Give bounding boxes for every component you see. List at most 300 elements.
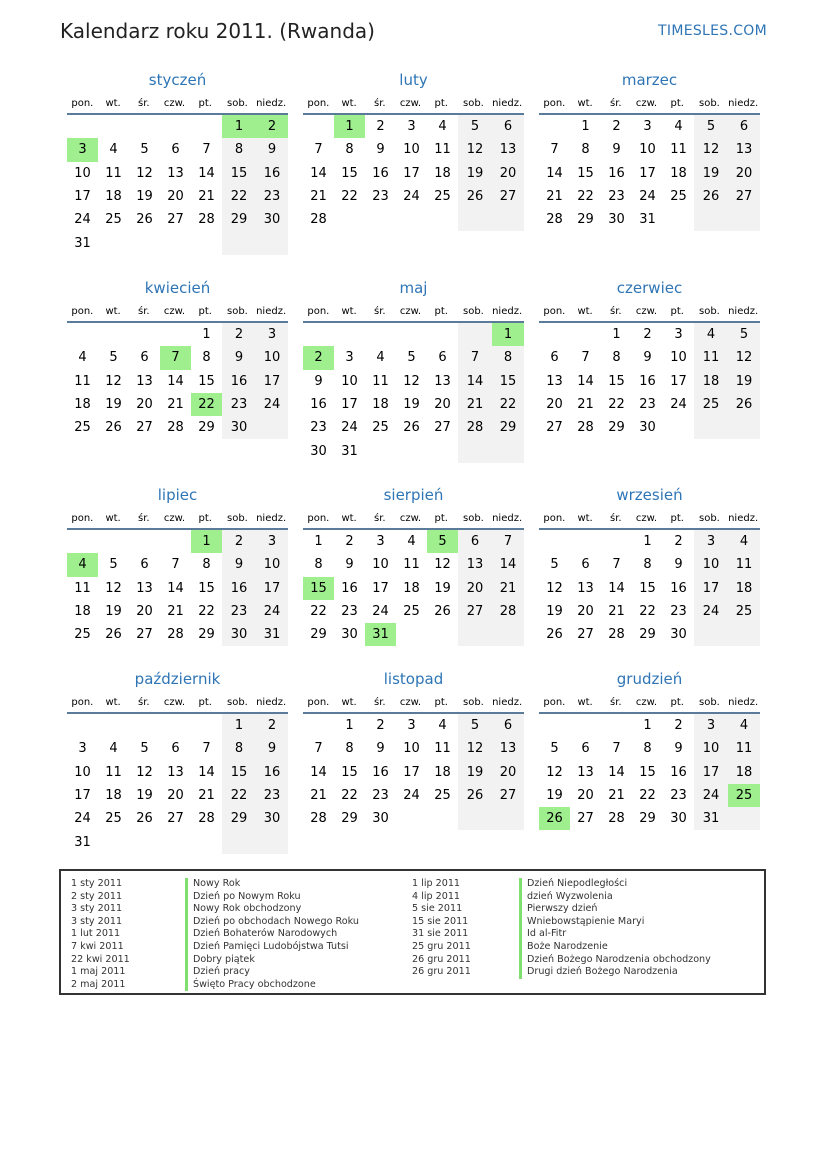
day-cell: 3 <box>407 718 416 734</box>
month-name: kwiecień <box>144 279 211 297</box>
day-cell: 6 <box>492 115 524 138</box>
day-cell: 6 <box>581 741 590 757</box>
weekday-label: sob. <box>227 696 248 708</box>
day-grid <box>67 115 288 255</box>
day-cell: 26 <box>434 604 451 620</box>
weekday-header <box>303 93 524 115</box>
day-cell: 14 <box>577 373 594 389</box>
day-cell: 4 <box>78 350 87 366</box>
month-grudzień <box>539 670 760 830</box>
day-cell: 30 <box>310 443 327 459</box>
weekday-label: pt. <box>434 696 448 708</box>
day-cell: 3 <box>78 741 87 757</box>
weekday-header <box>303 508 524 530</box>
day-cell: 17 <box>74 788 91 804</box>
day-cell: 23 <box>670 604 687 620</box>
day-cell: 16 <box>310 397 327 413</box>
day-cell: 26 <box>403 420 420 436</box>
empty-day-cell <box>694 623 728 646</box>
empty-day-cell <box>160 830 191 853</box>
day-cell: 9 <box>222 553 256 576</box>
weekday-label: czw. <box>163 696 186 708</box>
weekday-label: śr. <box>610 696 622 708</box>
day-cell: 11 <box>694 346 728 369</box>
month-name: wrzesień <box>616 486 683 504</box>
day-cell: 17 <box>256 577 288 600</box>
weekday-label: sob. <box>699 305 720 317</box>
day-cell: 19 <box>458 162 492 185</box>
weekday-label: wt. <box>105 696 121 708</box>
weekday-label: pon. <box>543 97 566 109</box>
day-cell: 3 <box>345 350 354 366</box>
day-cell: 18 <box>728 577 760 600</box>
day-cell: 13 <box>577 580 594 596</box>
weekday-label: pt. <box>198 97 212 109</box>
day-cell: 16 <box>670 764 687 780</box>
day-cell: 7 <box>458 346 492 369</box>
day-grid <box>303 323 524 463</box>
day-cell: 25 <box>728 600 760 623</box>
weekday-label: śr. <box>374 696 386 708</box>
empty-day-cell <box>694 416 728 439</box>
day-cell: 15 <box>341 764 358 780</box>
day-cell: 21 <box>198 788 215 804</box>
day-cell: 1 <box>222 714 256 737</box>
holiday-day-cell: 22 <box>191 393 222 416</box>
day-cell: 4 <box>728 714 760 737</box>
day-cell: 22 <box>577 189 594 205</box>
weekday-label: czw. <box>635 97 658 109</box>
month-name: maj <box>399 279 428 297</box>
day-cell: 24 <box>694 600 728 623</box>
day-cell: 30 <box>372 811 389 827</box>
empty-day-cell <box>492 807 524 830</box>
day-cell: 19 <box>546 604 563 620</box>
day-cell: 2 <box>222 323 256 346</box>
day-cell: 19 <box>728 370 760 393</box>
day-cell: 15 <box>222 162 256 185</box>
day-cell: 30 <box>222 416 256 439</box>
weekday-label: czw. <box>399 97 422 109</box>
day-cell: 24 <box>256 393 288 416</box>
weekday-label: niedz. <box>492 97 523 109</box>
day-cell: 26 <box>136 212 153 228</box>
empty-day-cell <box>427 807 458 830</box>
day-cell: 25 <box>434 189 451 205</box>
day-cell: 21 <box>198 189 215 205</box>
day-cell: 12 <box>403 373 420 389</box>
weekday-header <box>67 93 288 115</box>
day-cell: 23 <box>310 420 327 436</box>
day-cell: 6 <box>492 714 524 737</box>
day-cell: 13 <box>546 373 563 389</box>
day-cell: 20 <box>492 761 524 784</box>
day-cell: 29 <box>639 627 656 643</box>
day-cell: 18 <box>434 165 451 181</box>
empty-day-cell <box>303 115 334 138</box>
day-cell: 8 <box>222 138 256 161</box>
day-cell: 31 <box>639 212 656 228</box>
day-cell: 12 <box>136 764 153 780</box>
day-cell: 7 <box>171 557 180 573</box>
empty-day-cell <box>728 208 760 231</box>
day-cell: 12 <box>105 580 122 596</box>
day-cell: 10 <box>256 553 288 576</box>
empty-day-cell <box>492 208 524 231</box>
weekday-label: sob. <box>227 97 248 109</box>
day-cell: 28 <box>167 420 184 436</box>
day-cell: 12 <box>136 165 153 181</box>
day-cell: 9 <box>256 138 288 161</box>
day-cell: 2 <box>612 119 621 135</box>
day-cell: 15 <box>222 761 256 784</box>
weekday-label: pon. <box>71 305 94 317</box>
day-cell: 25 <box>694 393 728 416</box>
weekday-label: niedz. <box>728 512 759 524</box>
weekday-label: sob. <box>463 696 484 708</box>
day-cell: 24 <box>670 397 687 413</box>
day-cell: 27 <box>577 811 594 827</box>
day-cell: 1 <box>643 718 652 734</box>
day-cell: 27 <box>546 420 563 436</box>
day-cell: 31 <box>256 623 288 646</box>
day-cell: 7 <box>314 741 323 757</box>
weekday-label: śr. <box>138 305 150 317</box>
day-cell: 3 <box>694 714 728 737</box>
empty-day-cell <box>492 439 524 462</box>
day-cell: 18 <box>74 604 91 620</box>
empty-day-cell <box>303 323 334 346</box>
holiday-day-cell: 7 <box>160 346 191 369</box>
weekday-label: pon. <box>543 512 566 524</box>
day-cell: 28 <box>458 416 492 439</box>
day-cell: 31 <box>341 443 358 459</box>
legend-date: 1 sty 2011 <box>71 878 123 889</box>
day-cell: 27 <box>458 600 492 623</box>
day-cell: 26 <box>105 420 122 436</box>
weekday-label: pt. <box>198 305 212 317</box>
weekday-label: czw. <box>635 305 658 317</box>
day-cell: 24 <box>341 420 358 436</box>
weekday-label: wt. <box>577 696 593 708</box>
day-cell: 6 <box>728 115 760 138</box>
day-cell: 7 <box>612 741 621 757</box>
weekday-label: wt. <box>105 512 121 524</box>
weekday-label: niedz. <box>492 305 523 317</box>
weekday-label: śr. <box>374 97 386 109</box>
empty-day-cell <box>458 807 492 830</box>
empty-day-cell <box>256 416 288 439</box>
day-cell: 15 <box>198 580 215 596</box>
day-grid <box>539 530 760 646</box>
empty-day-cell <box>129 714 160 737</box>
month-name: sierpień <box>383 486 444 504</box>
day-cell: 17 <box>639 165 656 181</box>
day-cell: 1 <box>345 718 354 734</box>
day-cell: 21 <box>577 397 594 413</box>
day-cell: 27 <box>728 185 760 208</box>
day-cell: 12 <box>458 138 492 161</box>
day-cell: 27 <box>492 185 524 208</box>
month-lipiec <box>67 486 288 646</box>
day-cell: 20 <box>167 788 184 804</box>
day-cell: 10 <box>403 142 420 158</box>
day-grid <box>67 530 288 646</box>
month-wrzesień <box>539 486 760 646</box>
weekday-label: czw. <box>163 512 186 524</box>
day-cell: 15 <box>341 165 358 181</box>
day-cell: 4 <box>438 119 447 135</box>
day-cell: 17 <box>670 373 687 389</box>
day-cell: 8 <box>202 350 211 366</box>
day-cell: 6 <box>458 530 492 553</box>
day-cell: 30 <box>341 627 358 643</box>
day-cell: 30 <box>222 623 256 646</box>
legend-date: 1 lut 2011 <box>71 928 121 940</box>
legend-holiday-name: Święto Pracy obchodzone <box>185 979 359 992</box>
day-grid <box>303 714 524 830</box>
day-cell: 3 <box>694 530 728 553</box>
weekday-label: wt. <box>105 97 121 109</box>
legend-names-left <box>185 878 359 991</box>
weekday-label: wt. <box>341 97 357 109</box>
legend-holiday-name: Dzień po Nowym Roku <box>185 891 359 904</box>
empty-day-cell <box>458 439 492 462</box>
weekday-label: pon. <box>543 696 566 708</box>
weekday-header <box>67 508 288 530</box>
legend-holiday-name: Pierwszy dzień <box>519 903 711 916</box>
day-cell: 23 <box>670 788 687 804</box>
day-cell: 17 <box>403 764 420 780</box>
day-cell: 16 <box>639 373 656 389</box>
weekday-label: niedz. <box>492 512 523 524</box>
day-cell: 29 <box>198 627 215 643</box>
legend-date: 31 sie 2011 <box>412 928 469 940</box>
empty-day-cell <box>256 830 288 853</box>
weekday-label: sob. <box>699 512 720 524</box>
day-cell: 21 <box>608 788 625 804</box>
empty-day-cell <box>191 830 222 853</box>
month-styczeń <box>67 71 288 255</box>
weekday-label: pt. <box>670 512 684 524</box>
holiday-day-cell: 4 <box>67 553 98 576</box>
legend-holiday-name: Boże Narodzenie <box>519 941 711 954</box>
page-title: Kalendarz roku 2011. (Rwanda) <box>60 19 375 43</box>
weekday-label: wt. <box>577 512 593 524</box>
day-cell: 22 <box>222 784 256 807</box>
day-cell: 3 <box>674 327 683 343</box>
day-cell: 14 <box>167 580 184 596</box>
holiday-day-cell: 2 <box>256 115 288 138</box>
day-cell: 22 <box>608 397 625 413</box>
empty-day-cell <box>570 714 601 737</box>
day-cell: 10 <box>639 142 656 158</box>
day-cell: 28 <box>198 212 215 228</box>
day-cell: 9 <box>674 741 683 757</box>
weekday-label: pon. <box>71 512 94 524</box>
empty-day-cell <box>98 115 129 138</box>
weekday-label: sob. <box>463 512 484 524</box>
site-logo-link[interactable]: TIMESLES.COM <box>658 23 767 39</box>
day-cell: 27 <box>167 811 184 827</box>
day-cell: 26 <box>458 185 492 208</box>
day-cell: 10 <box>74 165 91 181</box>
day-cell: 22 <box>198 604 215 620</box>
weekday-label: niedz. <box>728 305 759 317</box>
empty-day-cell <box>98 231 129 254</box>
day-cell: 14 <box>608 580 625 596</box>
day-cell: 14 <box>310 764 327 780</box>
day-cell: 15 <box>198 373 215 389</box>
day-cell: 26 <box>105 627 122 643</box>
day-cell: 13 <box>492 737 524 760</box>
weekday-label: pt. <box>670 696 684 708</box>
month-sierpień <box>303 486 524 646</box>
day-cell: 22 <box>341 788 358 804</box>
empty-day-cell <box>427 623 458 646</box>
month-kwiecień <box>67 279 288 439</box>
day-cell: 23 <box>608 189 625 205</box>
day-cell: 10 <box>694 553 728 576</box>
empty-day-cell <box>191 714 222 737</box>
day-cell: 23 <box>256 185 288 208</box>
empty-day-cell <box>160 530 191 553</box>
weekday-label: pon. <box>307 97 330 109</box>
day-cell: 21 <box>546 189 563 205</box>
day-cell: 22 <box>341 189 358 205</box>
day-cell: 1 <box>643 534 652 550</box>
month-październik <box>67 670 288 854</box>
legend-date: 3 sty 2011 <box>71 915 123 927</box>
day-cell: 22 <box>639 788 656 804</box>
day-cell: 2 <box>643 327 652 343</box>
day-cell: 28 <box>577 420 594 436</box>
empty-day-cell <box>98 323 129 346</box>
weekday-header <box>539 508 760 530</box>
day-cell: 10 <box>372 557 389 573</box>
weekday-header <box>539 93 760 115</box>
empty-day-cell <box>458 623 492 646</box>
legend-holiday-name: Wniebowstąpienie Maryi <box>519 916 711 929</box>
day-cell: 29 <box>222 208 256 231</box>
day-cell: 11 <box>728 553 760 576</box>
legend-date: 1 lip 2011 <box>412 878 461 889</box>
month-name: marzec <box>621 71 678 89</box>
day-cell: 5 <box>109 557 118 573</box>
day-cell: 29 <box>577 212 594 228</box>
day-cell: 31 <box>74 235 91 251</box>
day-cell: 30 <box>256 208 288 231</box>
weekday-label: wt. <box>577 305 593 317</box>
day-cell: 8 <box>643 741 652 757</box>
day-cell: 25 <box>105 212 122 228</box>
day-cell: 17 <box>694 761 728 784</box>
day-cell: 23 <box>256 784 288 807</box>
empty-day-cell <box>458 323 492 346</box>
day-cell: 6 <box>171 741 180 757</box>
empty-day-cell <box>396 323 427 346</box>
legend-holiday-name: Id al-Fitr <box>519 928 711 941</box>
weekday-label: śr. <box>610 97 622 109</box>
day-cell: 6 <box>140 350 149 366</box>
empty-day-cell <box>539 323 570 346</box>
day-cell: 11 <box>74 373 91 389</box>
empty-day-cell <box>191 231 222 254</box>
day-cell: 5 <box>407 350 416 366</box>
day-cell: 22 <box>639 604 656 620</box>
weekday-label: wt. <box>341 696 357 708</box>
day-cell: 24 <box>403 189 420 205</box>
day-cell: 8 <box>492 346 524 369</box>
day-cell: 10 <box>670 350 687 366</box>
day-cell: 14 <box>198 165 215 181</box>
day-cell: 16 <box>222 577 256 600</box>
day-cell: 8 <box>345 142 354 158</box>
empty-day-cell <box>67 530 98 553</box>
day-cell: 15 <box>639 580 656 596</box>
weekday-label: pt. <box>434 305 448 317</box>
day-cell: 22 <box>492 393 524 416</box>
day-cell: 3 <box>256 323 288 346</box>
weekday-label: śr. <box>138 512 150 524</box>
empty-day-cell <box>67 714 98 737</box>
day-cell: 1 <box>581 119 590 135</box>
holiday-day-cell: 15 <box>303 577 334 600</box>
day-cell: 5 <box>458 714 492 737</box>
day-cell: 4 <box>674 119 683 135</box>
day-cell: 24 <box>74 212 91 228</box>
day-grid <box>303 530 524 646</box>
month-name: czerwiec <box>616 279 683 297</box>
day-cell: 20 <box>167 189 184 205</box>
weekday-label: niedz. <box>256 97 287 109</box>
weekday-label: niedz. <box>728 97 759 109</box>
weekday-label: pt. <box>670 305 684 317</box>
legend-holiday-name: Nowy Rok <box>185 878 359 891</box>
day-cell: 14 <box>608 764 625 780</box>
day-cell: 16 <box>372 165 389 181</box>
day-cell: 6 <box>140 557 149 573</box>
holiday-day-cell: 1 <box>222 115 256 138</box>
holiday-day-cell: 5 <box>427 530 458 553</box>
legend-holiday-name: Dzień Bohaterów Narodowych <box>185 928 359 941</box>
day-cell: 20 <box>728 162 760 185</box>
day-cell: 5 <box>109 350 118 366</box>
day-cell: 16 <box>608 165 625 181</box>
legend-holiday-name: Dzień po obchodach Nowego Roku <box>185 916 359 929</box>
day-cell: 7 <box>550 142 559 158</box>
day-cell: 25 <box>403 604 420 620</box>
weekday-label: pt. <box>434 512 448 524</box>
empty-day-cell <box>396 807 427 830</box>
day-cell: 20 <box>136 397 153 413</box>
day-cell: 9 <box>314 373 323 389</box>
day-cell: 28 <box>608 627 625 643</box>
day-grid <box>539 115 760 231</box>
day-cell: 4 <box>694 323 728 346</box>
day-cell: 9 <box>643 350 652 366</box>
day-cell: 28 <box>198 811 215 827</box>
legend-holiday-name: Dzień pracy <box>185 966 359 979</box>
day-cell: 24 <box>694 784 728 807</box>
day-cell: 24 <box>372 604 389 620</box>
day-cell: 13 <box>728 138 760 161</box>
weekday-label: śr. <box>374 305 386 317</box>
day-cell: 26 <box>728 393 760 416</box>
day-cell: 16 <box>670 580 687 596</box>
day-grid <box>67 714 288 854</box>
weekday-label: czw. <box>163 305 186 317</box>
